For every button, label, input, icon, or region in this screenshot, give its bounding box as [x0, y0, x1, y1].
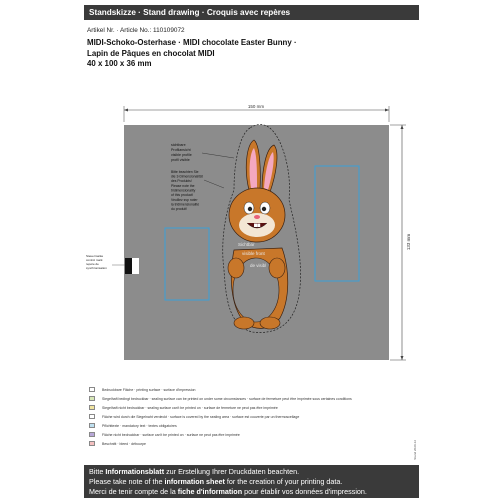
marker-note-3: repère de	[86, 262, 99, 266]
legend-text: Siegelhaft nicht bedruckbar · sealing surface can't be printed on · surface de fermeture ne peut pas être imprimée	[102, 405, 278, 410]
legend-row	[84, 430, 419, 439]
title-line-2: Lapin de Pâques en chocolat MIDI	[87, 48, 215, 58]
article-number: Artikel Nr. · Article No.: 110109072	[87, 27, 185, 34]
stand-drawing-sheet	[84, 0, 419, 504]
legend-row	[84, 385, 419, 394]
legend-text: Fläche nicht bedruckbar · surface can't be printed on · surface ne peut pas être imprimée	[102, 432, 240, 437]
marker-note-1: Steuermarke	[86, 254, 104, 258]
belly-text-1: Sichtbar	[238, 242, 255, 247]
title-line-1: MIDI-Schoko-Osterhase · MIDI chocolate Easter Bunny ·	[87, 38, 297, 47]
height-dimension	[390, 125, 411, 360]
marker-note-4: synchronisation	[86, 266, 107, 270]
header-bar: Standskizze · Stand drawing · Croquis avec repères	[84, 5, 419, 20]
technical-drawing	[84, 100, 419, 365]
legend-swatch	[89, 396, 95, 401]
title-line-3: 40 x 100 x 36 mm	[87, 59, 152, 68]
legend-text: Siegelhaft bedingt bedruckbar · sealing surface can be printed on under some circumstances · surface de fermeture peut être imprimée sous certaines conditions	[102, 396, 352, 401]
svg-text:Bitte beachten Sie die: Bitte beachten Sie die 3-Dimensionalität des Produkts! Please note the tridimensionality of this product! Veuillez svp noter la tridimensionalité du produit!	[171, 170, 203, 211]
belly-text-3: de visibl	[250, 263, 267, 268]
legend-swatch	[89, 423, 95, 428]
legend-text: Pflichttexte · mandatory text · textes obligatoires	[102, 423, 177, 428]
legend-row	[84, 412, 419, 421]
legend-row	[84, 394, 419, 403]
legend-row	[84, 439, 419, 448]
svg-text:Steuermarke control ma	[86, 254, 107, 270]
width-dimension	[124, 104, 389, 122]
belly-text-2: visible front	[242, 251, 265, 256]
product-title	[87, 38, 297, 70]
width-dim-label: 150 mm	[247, 104, 265, 109]
side-note: Stand 2020-12	[413, 440, 417, 460]
legend-row	[84, 403, 419, 412]
legend-text: Beschnitt · bleed · débourpe	[102, 441, 146, 446]
legend-text: Fläche wird durch die Siegelnaht verdeckt · surface is covered by the sealing area · surface est couverte par un thermoscellage	[102, 414, 300, 419]
legend-swatch	[89, 387, 95, 392]
legend	[84, 385, 419, 448]
legend-swatch	[89, 414, 95, 419]
legend-swatch	[89, 441, 95, 446]
footer-line-1: Bitte Informationsblatt zur Erstellung Ihrer Druckdaten beachten.	[89, 467, 300, 476]
footer-line-2: Please take note of the information sheet for the creation of your printing data.	[89, 477, 343, 486]
legend-row	[84, 421, 419, 430]
svg-text:sichtbare Profilansich: sichtbare Profilansicht visible profile profil visible	[171, 143, 192, 162]
footer-line-3: Merci de tenir compte de la fiche d'information pour établir vos données d'impression.	[89, 487, 367, 496]
legend-swatch	[89, 405, 95, 410]
legend-text: Bedruckbare Fläche · printing surface · surface d'impression	[102, 387, 196, 392]
legend-swatch	[89, 432, 95, 437]
footer-info	[84, 465, 419, 498]
marker-note-2: control mark	[86, 258, 103, 262]
height-dim-label: 133 mm	[406, 233, 411, 251]
